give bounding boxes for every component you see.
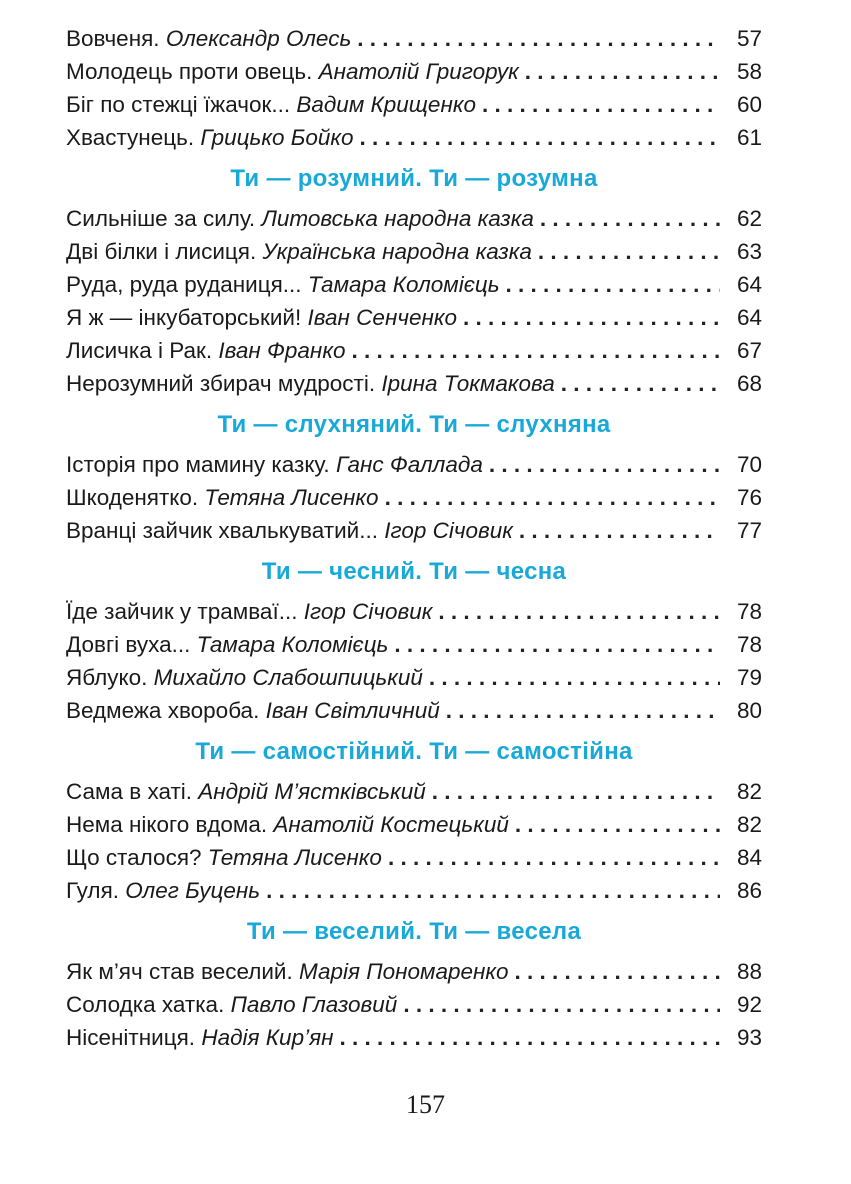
toc-entry (66, 121, 762, 154)
dot-leader (403, 988, 720, 1021)
entry-title: Лисичка і Рак. (66, 338, 213, 363)
entry-author: Марія Пономаренко (299, 959, 509, 984)
entry-page: 63 (736, 239, 762, 264)
dot-leader (388, 841, 720, 874)
dot-leader (525, 55, 720, 88)
dot-leader (438, 595, 720, 628)
toc-entry (66, 88, 762, 121)
toc-entry (66, 694, 762, 727)
entry-author: Олександр Олесь (165, 26, 352, 51)
entry-page: 78 (736, 599, 762, 624)
dot-leader (538, 235, 720, 268)
entry-author: Іван Франко (218, 338, 346, 363)
toc-entry (66, 1021, 762, 1054)
dot-leader (351, 334, 720, 367)
toc-entry (66, 448, 762, 481)
entry-page: 68 (736, 371, 762, 396)
entry-author: Тетяна Лисенко (204, 485, 379, 510)
toc-entry (66, 628, 762, 661)
entry-title: Гуля. (66, 878, 119, 903)
dot-leader (506, 268, 720, 301)
entry-page: 57 (736, 26, 762, 51)
dot-leader (519, 514, 720, 547)
entry-author: Українська народна казка (262, 239, 532, 264)
entry-title: Їде зайчик у трамваї... (66, 599, 298, 624)
dot-leader (489, 448, 720, 481)
entry-title: Біг по стежці їжачок... (66, 92, 291, 117)
section-heading: Ти — самостійний. Ти — самостійна (195, 738, 633, 765)
toc-entry (66, 595, 762, 628)
dot-leader (515, 955, 720, 988)
entry-page: 64 (736, 305, 762, 330)
entry-title: Як м’яч став веселий. (66, 959, 293, 984)
entry-author: Грицько Бойко (200, 125, 354, 150)
entry-author: Тетяна Лисенко (207, 845, 382, 870)
toc-entry (66, 334, 762, 367)
entry-page: 67 (736, 338, 762, 363)
toc-entry (66, 22, 762, 55)
entry-author: Ірина Токмакова (381, 371, 555, 396)
entry-author: Тамара Коломієць (307, 272, 500, 297)
dot-leader (515, 808, 720, 841)
section-heading: Ти — розумний. Ти — розумна (230, 165, 598, 192)
entry-author: Іван Світличний (265, 698, 440, 723)
entry-author: Іван Сенченко (307, 305, 458, 330)
entry-page: 60 (736, 92, 762, 117)
toc-entry (66, 235, 762, 268)
entry-page: 86 (736, 878, 762, 903)
entry-page: 80 (736, 698, 762, 723)
section-heading: Ти — веселий. Ти — весела (246, 918, 582, 945)
entry-author: Тамара Коломієць (196, 632, 389, 657)
dot-leader (339, 1021, 720, 1054)
dot-leader (429, 661, 720, 694)
toc-entry (66, 955, 762, 988)
toc-entry (66, 661, 762, 694)
toc-entry (66, 268, 762, 301)
toc-entry (66, 775, 762, 808)
entry-title: Шкоденятко. (66, 485, 199, 510)
table-of-contents (66, 22, 762, 1054)
entry-title: Руда, руда руданиця... (66, 272, 302, 297)
entry-page: 79 (736, 665, 762, 690)
entry-author: Ігор Січовик (384, 518, 513, 543)
entry-title: Сама в хаті. (66, 779, 193, 804)
toc-entry (66, 202, 762, 235)
entry-page: 76 (736, 485, 762, 510)
entry-author: Ганс Фаллада (335, 452, 483, 477)
dot-leader (394, 628, 720, 661)
toc-entry (66, 841, 762, 874)
entry-page: 93 (736, 1025, 762, 1050)
entry-author: Олег Буцень (125, 878, 261, 903)
entry-page: 92 (736, 992, 762, 1017)
entry-title: Нема нікого вдома. (66, 812, 268, 837)
entry-title: Сильніше за силу. (66, 206, 256, 231)
entry-title: Яблуко. (66, 665, 148, 690)
entry-page: 70 (736, 452, 762, 477)
entry-page: 78 (736, 632, 762, 657)
entry-title: Історія про мамину казку. (66, 452, 330, 477)
dot-leader (463, 301, 720, 334)
entry-title: Нісенітниця. (66, 1025, 196, 1050)
toc-entry (66, 55, 762, 88)
section-heading: Ти — чесний. Ти — чесна (261, 558, 567, 585)
dot-leader (360, 121, 720, 154)
dot-leader (357, 22, 720, 55)
entry-author: Анатолій Костецький (273, 812, 509, 837)
entry-page: 58 (736, 59, 762, 84)
page-number: 157 (406, 1090, 445, 1119)
toc-entry (66, 874, 762, 907)
entry-page: 77 (736, 518, 762, 543)
entry-title: Солодка хатка. (66, 992, 225, 1017)
toc-entry (66, 481, 762, 514)
entry-author: Михайло Слабошпицький (153, 665, 423, 690)
entry-title: Я ж — інкубаторський! (66, 305, 302, 330)
dot-leader (446, 694, 720, 727)
dot-leader (266, 874, 720, 907)
entry-title: Вовченя. (66, 26, 160, 51)
entry-page: 82 (736, 812, 762, 837)
entry-author: Вадим Крищенко (296, 92, 476, 117)
entry-title: Ведмежа хвороба. (66, 698, 260, 723)
entry-author: Ігор Січовик (303, 599, 433, 624)
entry-author: Павло Глазовий (230, 992, 398, 1017)
entry-page: 61 (736, 125, 762, 150)
entry-title: Нерозумний збирач мудрості. (66, 371, 376, 396)
entry-page: 64 (736, 272, 762, 297)
entry-author: Надія Кир’ян (201, 1025, 334, 1050)
entry-author: Андрій М’ястківський (198, 779, 426, 804)
toc-entry (66, 988, 762, 1021)
entry-title: Молодець проти овець. (66, 59, 313, 84)
entry-title: Вранці зайчик хвалькуватий... (66, 518, 378, 543)
entry-title: Що сталося? (66, 845, 202, 870)
dot-leader (540, 202, 720, 235)
toc-entry (66, 367, 762, 400)
toc-entry (66, 514, 762, 547)
toc-entry (66, 301, 762, 334)
entry-title: Довгі вуха... (66, 632, 191, 657)
entry-author: Литовська народна казка (261, 206, 534, 231)
dot-leader (482, 88, 720, 121)
entry-title: Хвастунець. (66, 125, 195, 150)
dot-leader (561, 367, 720, 400)
toc-entry (66, 808, 762, 841)
entry-page: 62 (736, 206, 762, 231)
entry-title: Дві білки і лисиця. (66, 239, 257, 264)
entry-page: 88 (736, 959, 762, 984)
dot-leader (432, 775, 720, 808)
entry-author: Анатолій Григорук (318, 59, 519, 84)
entry-page: 82 (736, 779, 762, 804)
entry-page: 84 (736, 845, 762, 870)
dot-leader (385, 481, 720, 514)
section-heading: Ти — слухняний. Ти — слухняна (217, 411, 611, 438)
